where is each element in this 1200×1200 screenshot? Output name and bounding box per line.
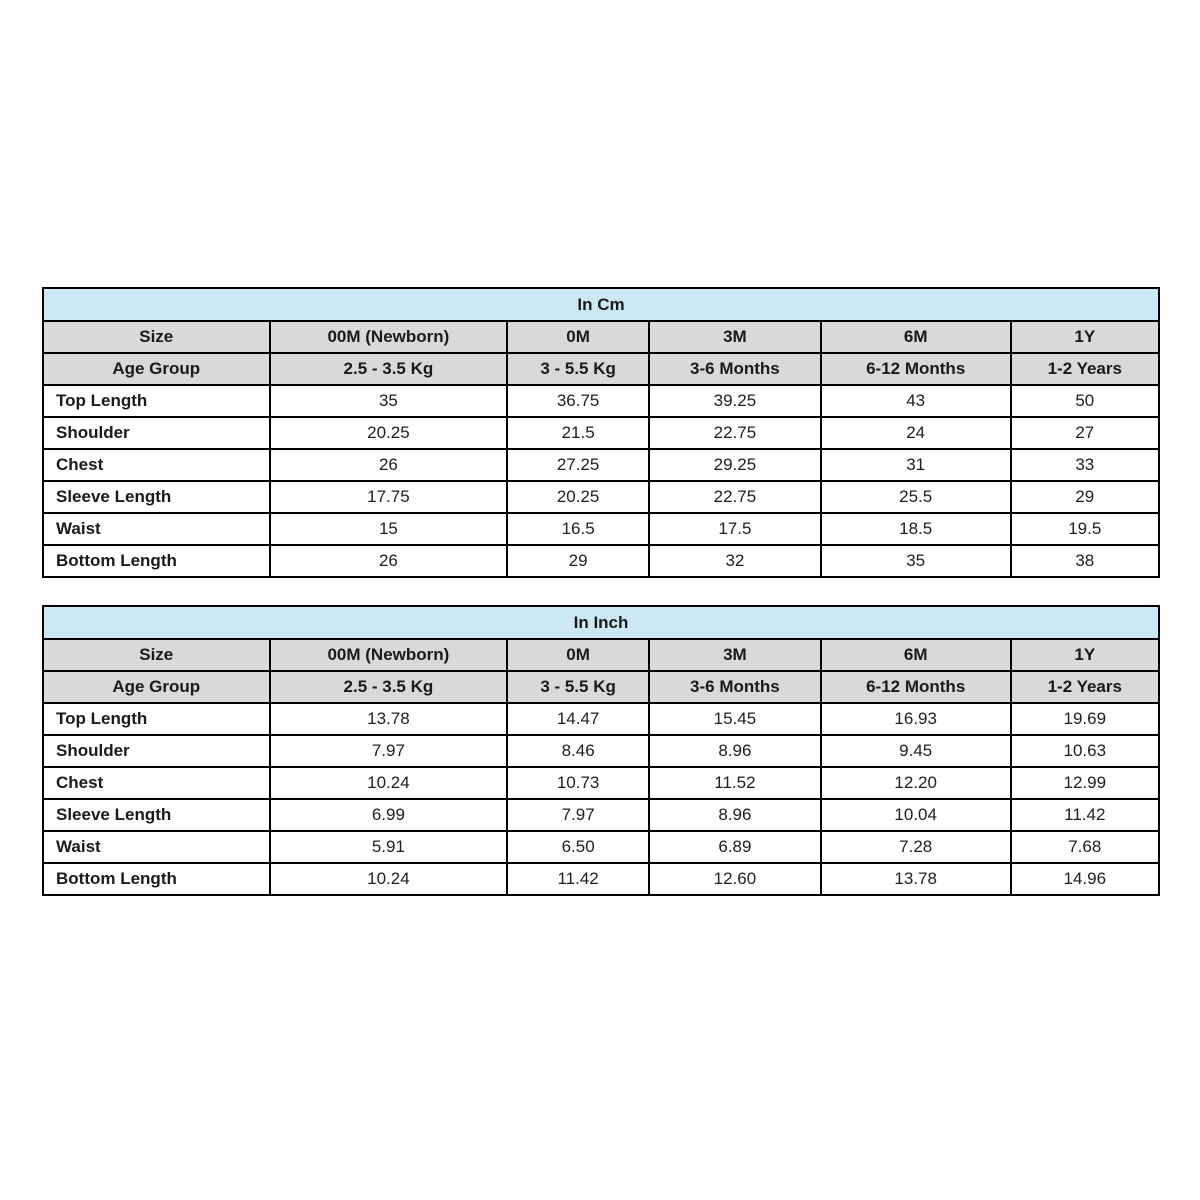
value-cell: 13.78 [270, 703, 508, 735]
row-label: Top Length [43, 385, 270, 417]
row-label: Sleeve Length [43, 481, 270, 513]
value-cell: 5.91 [270, 831, 508, 863]
value-cell: 7.97 [270, 735, 508, 767]
row-label: Sleeve Length [43, 799, 270, 831]
value-cell: 29 [507, 545, 649, 577]
age-group-header-row [43, 353, 1159, 385]
value-cell: 20.25 [270, 417, 508, 449]
value-cell: 33 [1011, 449, 1159, 481]
value-cell: 8.46 [507, 735, 649, 767]
value-cell: 22.75 [649, 417, 821, 449]
value-cell: 7.97 [507, 799, 649, 831]
header-age-0m: 3 - 5.5 Kg [507, 671, 649, 703]
table-row-bottom-length [43, 545, 1159, 577]
value-cell: 18.5 [821, 513, 1011, 545]
value-cell: 25.5 [821, 481, 1011, 513]
value-cell: 20.25 [507, 481, 649, 513]
size-chart-table-cm [42, 287, 1160, 578]
table-row-sleeve-length [43, 799, 1159, 831]
value-cell: 24 [821, 417, 1011, 449]
value-cell: 9.45 [821, 735, 1011, 767]
value-cell: 35 [821, 545, 1011, 577]
value-cell: 16.5 [507, 513, 649, 545]
value-cell: 6.89 [649, 831, 821, 863]
value-cell: 10.63 [1011, 735, 1159, 767]
table-row-sleeve-length [43, 481, 1159, 513]
table-row-waist [43, 831, 1159, 863]
table-row-chest [43, 767, 1159, 799]
header-age-0m: 3 - 5.5 Kg [507, 353, 649, 385]
value-cell: 22.75 [649, 481, 821, 513]
value-cell: 7.68 [1011, 831, 1159, 863]
header-size-3m: 3M [649, 321, 821, 353]
table-row-waist [43, 513, 1159, 545]
table-title: In Inch [43, 606, 1159, 639]
header-size-00m: 00M (Newborn) [270, 321, 508, 353]
table-row-shoulder [43, 735, 1159, 767]
row-label: Waist [43, 831, 270, 863]
header-size-6m: 6M [821, 321, 1011, 353]
header-size-1y: 1Y [1011, 321, 1159, 353]
value-cell: 29.25 [649, 449, 821, 481]
value-cell: 19.69 [1011, 703, 1159, 735]
value-cell: 13.78 [821, 863, 1011, 895]
value-cell: 27.25 [507, 449, 649, 481]
value-cell: 6.50 [507, 831, 649, 863]
header-size-label: Size [43, 639, 270, 671]
table-row-shoulder [43, 417, 1159, 449]
size-chart-cm-section [42, 287, 1160, 578]
value-cell: 10.24 [270, 767, 508, 799]
value-cell: 26 [270, 545, 508, 577]
header-size-1y: 1Y [1011, 639, 1159, 671]
value-cell: 50 [1011, 385, 1159, 417]
age-group-header-row [43, 671, 1159, 703]
header-size-6m: 6M [821, 639, 1011, 671]
row-label: Chest [43, 767, 270, 799]
table-row-chest [43, 449, 1159, 481]
value-cell: 16.93 [821, 703, 1011, 735]
value-cell: 15 [270, 513, 508, 545]
header-age-3m: 3-6 Months [649, 671, 821, 703]
value-cell: 12.60 [649, 863, 821, 895]
value-cell: 43 [821, 385, 1011, 417]
value-cell: 12.20 [821, 767, 1011, 799]
value-cell: 11.42 [507, 863, 649, 895]
value-cell: 10.24 [270, 863, 508, 895]
header-age-6m: 6-12 Months [821, 671, 1011, 703]
value-cell: 27 [1011, 417, 1159, 449]
row-label: Top Length [43, 703, 270, 735]
row-label: Bottom Length [43, 863, 270, 895]
header-age-00m: 2.5 - 3.5 Kg [270, 353, 508, 385]
size-header-row [43, 639, 1159, 671]
row-label: Waist [43, 513, 270, 545]
table-row-bottom-length [43, 863, 1159, 895]
header-age-label: Age Group [43, 671, 270, 703]
header-size-label: Size [43, 321, 270, 353]
value-cell: 12.99 [1011, 767, 1159, 799]
size-header-row [43, 321, 1159, 353]
value-cell: 11.52 [649, 767, 821, 799]
value-cell: 14.96 [1011, 863, 1159, 895]
value-cell: 39.25 [649, 385, 821, 417]
size-chart-inch-section [42, 605, 1160, 896]
header-age-1y: 1-2 Years [1011, 671, 1159, 703]
table-title-row [43, 288, 1159, 321]
value-cell: 19.5 [1011, 513, 1159, 545]
value-cell: 8.96 [649, 799, 821, 831]
value-cell: 17.5 [649, 513, 821, 545]
value-cell: 26 [270, 449, 508, 481]
table-row-top-length [43, 703, 1159, 735]
header-age-1y: 1-2 Years [1011, 353, 1159, 385]
header-age-6m: 6-12 Months [821, 353, 1011, 385]
row-label: Shoulder [43, 417, 270, 449]
value-cell: 38 [1011, 545, 1159, 577]
value-cell: 11.42 [1011, 799, 1159, 831]
value-cell: 29 [1011, 481, 1159, 513]
table-row-top-length [43, 385, 1159, 417]
value-cell: 6.99 [270, 799, 508, 831]
value-cell: 21.5 [507, 417, 649, 449]
header-size-3m: 3M [649, 639, 821, 671]
value-cell: 35 [270, 385, 508, 417]
header-age-3m: 3-6 Months [649, 353, 821, 385]
value-cell: 15.45 [649, 703, 821, 735]
header-size-0m: 0M [507, 321, 649, 353]
value-cell: 36.75 [507, 385, 649, 417]
header-size-0m: 0M [507, 639, 649, 671]
table-title: In Cm [43, 288, 1159, 321]
value-cell: 8.96 [649, 735, 821, 767]
value-cell: 14.47 [507, 703, 649, 735]
value-cell: 32 [649, 545, 821, 577]
row-label: Shoulder [43, 735, 270, 767]
header-age-label: Age Group [43, 353, 270, 385]
value-cell: 7.28 [821, 831, 1011, 863]
value-cell: 10.73 [507, 767, 649, 799]
size-chart-table-inch [42, 605, 1160, 896]
value-cell: 17.75 [270, 481, 508, 513]
value-cell: 31 [821, 449, 1011, 481]
header-size-00m: 00M (Newborn) [270, 639, 508, 671]
value-cell: 10.04 [821, 799, 1011, 831]
row-label: Chest [43, 449, 270, 481]
header-age-00m: 2.5 - 3.5 Kg [270, 671, 508, 703]
row-label: Bottom Length [43, 545, 270, 577]
table-title-row [43, 606, 1159, 639]
